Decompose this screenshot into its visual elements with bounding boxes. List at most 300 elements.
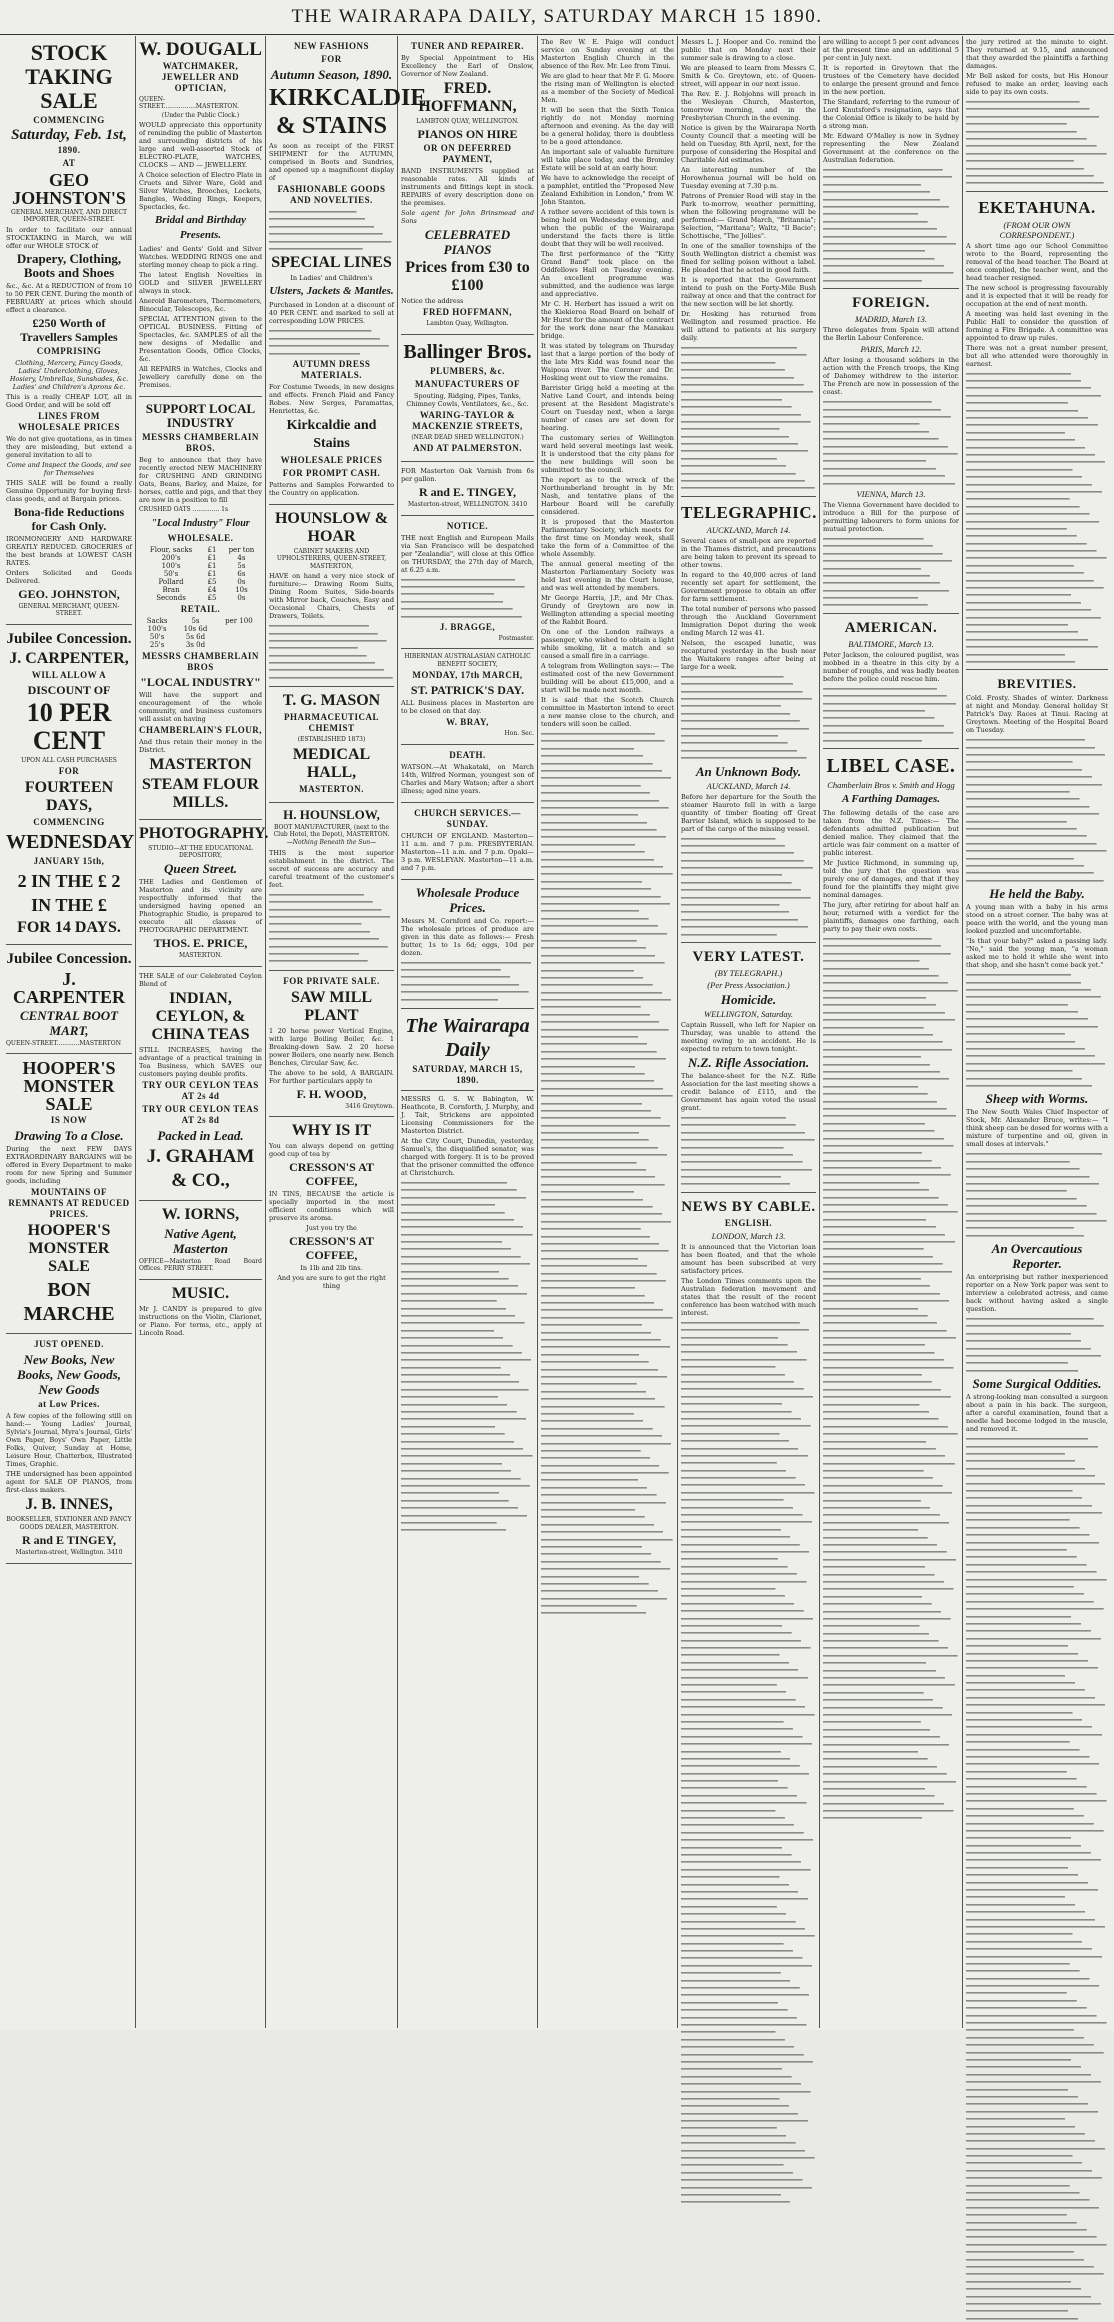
- ad-cresson: [269, 1117, 394, 1297]
- news-filler: [966, 370, 1108, 666]
- news-paragraph: The Rev. E. J. Robjohns will preach in the Wesleyan Church, Masterton, tomorrow morning, and in the Presbyterian Church in the evening.: [681, 90, 816, 122]
- news-filler: [823, 685, 959, 744]
- section-foreign: FOREIGN.: [852, 295, 930, 312]
- ad-johnston-stocktaking: [6, 36, 132, 625]
- news-paragraph: A telegram from Wellington says:— The estimated cost of the new Government building will be about £15,000, and a start will be made next month.: [541, 662, 674, 694]
- ad-packed: Packed in Lead.: [157, 1127, 244, 1143]
- price-row: [139, 594, 262, 602]
- ad-subheading: COMMENCING: [33, 115, 105, 125]
- ad-upon: UPON ALL CASH PURCHASES: [21, 756, 117, 764]
- price-row: [139, 554, 262, 562]
- ad-patterns: Patterns and Samples Forwarded to the Country on application.: [269, 480, 394, 497]
- section-rifle: N.Z. Rifle Association.: [687, 1054, 810, 1070]
- ad-h-hounslow-name: H. HOUNSLOW,: [283, 806, 380, 822]
- ad-drawing: Drawing To a Close.: [14, 1128, 124, 1144]
- ad-come: Come and Inspect the Goods, and see for Themselves: [6, 460, 132, 477]
- ad-private: FOR PRIVATE SALE.: [283, 975, 380, 986]
- ad-st-patricks: ST. PATRICK'S DAY.: [410, 683, 525, 698]
- divider: [823, 748, 959, 749]
- ad-optical: SPECIAL ATTENTION given to the OPTICAL BUSINESS. Fitting of Spectacles, &c. SAMPLES of all the new designs of Medallic and Presentation Goods, Office Clocks, &c.: [139, 315, 262, 364]
- ad-notice-body: THE next English and European Mails via San Francisco will be despatched per "Zealandia", will close at this Office on THURSDAY, the 27th day of March, at 6.25 a.m.: [401, 533, 534, 574]
- ad-for: FOR: [58, 766, 80, 777]
- ad-pharm: PHARMACEUTICAL CHEMIST: [283, 712, 379, 734]
- news-filler: [681, 673, 816, 762]
- price-cell: [216, 641, 262, 649]
- ad-mason-town: MASTERTON.: [299, 783, 364, 794]
- ad-latest: The latest English Novelties in GOLD and SILVER JEWELLERY always in stock.: [139, 271, 262, 296]
- divider: [823, 288, 959, 289]
- ad-for: FOR: [321, 54, 342, 64]
- news-paragraph: An interesting number of the Horowhenua journal will be held on Tuesday evening at 7.30 p.m.: [681, 166, 816, 190]
- section-held-baby: He held the Baby.: [989, 886, 1085, 902]
- news-paragraph: The New South Wales Chief Inspector of Stock, Mr. Alexander Bruce, writes:— "I think sheep can be dosed for worms with a mixture of turpentine and oil, given in small doses at intervals.": [966, 1108, 1108, 1149]
- editorial-1: MESSRS G. S. W. Babington, W. Heathcote, B. Cornforth, J. Murphy, and J. Tait, Strickens are appointed Licensing Commissioners for the Masterton District.: [401, 1094, 534, 1135]
- ad-mfr-items: Spouting, Ridging, Pipes, Tanks, Chimney Cowls, Ventilators, &c., &c.: [406, 391, 529, 408]
- price-cell: 50's: [149, 632, 165, 641]
- ad-ulsters: Ulsters, Jackets & Mantles.: [269, 285, 394, 298]
- ad-sole: Sole agent for John Brinsmead and Sons: [401, 209, 534, 226]
- ad-notice: Notice the address: [401, 297, 464, 306]
- ad-plumbers: PLUMBERS, &c.: [430, 365, 505, 376]
- ad-commencing: COMMENCING: [33, 817, 105, 828]
- ad-graham: J. GRAHAM & CO.,: [146, 1145, 255, 1191]
- section-sheep: Sheep with Worms.: [985, 1091, 1089, 1107]
- ad-mountains: MOUNTAINS OF REMNANTS AT REDUCED PRICES.: [8, 1187, 130, 1220]
- ad-note: We do not give quotations, as in times they are misleading, but extend a general invitation to all to: [6, 434, 132, 459]
- ad-ladies: Ladies' and Gents' Gold and Silver Watches. WEDDING RINGS one and sterling money cheap to pick a ring.: [139, 245, 262, 270]
- ad-ulsters-body: Purchased in London at a discount of 40 PER CENT. and marked to sell at corresponding LOW PRICES.: [269, 301, 394, 326]
- price-cell: 200's: [161, 553, 181, 562]
- ad-why: WHY IS IT: [291, 1122, 372, 1140]
- news-filler: [966, 1150, 1108, 1239]
- column-6: [678, 36, 820, 2028]
- news-filler: [966, 98, 1108, 187]
- news-paragraph: The customary series of Wellington ward held several meetings last week. It is understood that the city plans for the new buildings will soon be submitted to the council.: [541, 434, 674, 474]
- ad-medical: MEDICAL HALL,: [292, 745, 371, 781]
- news-paragraph: The first performance of the "Kitty Grand Band" took place on the Oddfellows Hall on Tuesday evening. An excellent programme was submitted, and the audience was large and appreciative.: [541, 250, 674, 298]
- ad-cresson-name: CRESSON'S AT COFFEE,: [289, 1160, 374, 1189]
- ad-studio: STUDIO—AT THE EDUCATIONAL DEPOSITORY,: [148, 844, 253, 860]
- ad-chamberlain-name: MESSRS CHAMBERLAIN BROS.: [142, 432, 259, 454]
- ad-hounslow-hoar: [269, 505, 394, 687]
- section-news-by-cable: NEWS BY CABLE.: [681, 1198, 816, 1215]
- ad-tea-price-1: TRY OUR CEYLON TEAS AT 2s 4d: [142, 1079, 259, 1101]
- news-paragraph: It is proposed that the Masterton Parliamentary Society, which meets for the first time on Monday week, shall take the form of a Committee of the whole Assembly.: [541, 518, 674, 558]
- ad-and-at: AND AT PALMERSTON.: [412, 443, 523, 454]
- sub-english: ENGLISH.: [724, 1217, 773, 1228]
- news-paragraph: Captain Russell, who left for Napier on Thursday, was unable to attend the meeting owing to an accident. He is expected to return to town tonight.: [681, 1020, 816, 1053]
- ad-body-2: &c., &c. At a REDUCTION of from 10 to 50 PER CENT. During the month of FEBRUARY at prices which should effect a clearance.: [6, 281, 132, 314]
- ad-queen: QUEEN-STREET............MASTERTON: [6, 1040, 121, 1048]
- news-filler: [823, 535, 959, 609]
- news-paragraph: The following details of the case are taken from the N.Z. Times:— The defendants admitted publication but denied malice. They claimed that the article was fair comment on a matter of public interest.: [823, 808, 959, 857]
- ad-tea-body: STILL INCREASES, having the advantage of a practical training in Tea Business, which SAVES our customers paying double profits.: [139, 1045, 262, 1078]
- ad-boot: BOOT MANUFACTURER, (next to the Club Hotel, the Depot), MASTERTON.: [273, 823, 390, 839]
- ad-fourteen: FOURTEEN DAYS,: [24, 779, 114, 815]
- ad-under: (Under the Public Clock.): [161, 111, 240, 119]
- ad-obtained: And thus retain their money in the District.: [139, 737, 262, 754]
- ad-bray: W. BRAY,: [446, 717, 489, 728]
- ad-book-list: A few copies of the following still on hand:— Young Ladies' Journal, Sylvia's Journal, Myra's Journal, Girls' Own Paper, Boys' Own Paper, Little Folks, Quiver, Sunday at Home, Leisure Hour, Chatterbox, Illustrated Times, Graphic.: [6, 1412, 132, 1469]
- news-filler: [966, 971, 1108, 1089]
- section-homicide: Homicide.: [720, 991, 777, 1007]
- ad-filler-5: [401, 576, 534, 620]
- ad-kirk-2: Kirkcaldie and Stains: [286, 417, 377, 451]
- news-paragraph: It is announced that the Victorian loan has been floated, and that the whole amount has been subscribed at very satisfactory prices.: [681, 1242, 816, 1275]
- ad-innes-sub: BOOKSELLER, STATIONER AND FANCY GOODS DEALER, MASTERTON.: [6, 1516, 132, 1531]
- masthead-title: THE WAIRARAPA DAILY, SATURDAY MARCH 15 1890.: [291, 6, 823, 27]
- ad-nothing: —Nothing Beneath the Sun—: [286, 839, 377, 847]
- ad-price-sub: MASTERTON.: [178, 952, 223, 960]
- news-filler: [823, 398, 959, 487]
- price-cell: Pollard: [158, 577, 184, 586]
- death-body: WATSON.—At Whakataki, on March 14th, Wilfred Norman, youngest son of Charles and Mary Watson; after a short illness; aged nine years.: [401, 762, 534, 795]
- news-paragraph: The London Times comments upon the Australian federation movement and states that the result of the recent conference has been watched with much interest.: [681, 1276, 816, 1317]
- ad-tuner: TUNER AND REPAIRER.: [410, 41, 525, 51]
- ad-steam: STEAM FLOUR MILLS.: [142, 775, 259, 811]
- wholesale-body: Messrs M. Cornford and Co. report:— The wholesale prices of produce are given in this date as follows:— Fresh butter, 1s to 1s 6d; eggs, 10d per dozen.: [401, 916, 534, 957]
- ad-saw-mill: [269, 971, 394, 1117]
- price-cell: 5s 6d: [185, 632, 206, 641]
- price-cell: £5: [207, 593, 217, 602]
- news-paragraph: The jury, after retiring for about half an hour, returned with a verdict for the plaintiffs, damages one farthing, each party to pay their own costs.: [823, 900, 959, 933]
- section-libel-case: LIBEL CASE.: [826, 754, 956, 777]
- ad-cresson-price: In 1lb and 2lb tins.: [300, 1264, 363, 1273]
- news-paragraph: are willing to accept 5 per cent advances at the present time and an additional 5 per cent in July next.: [823, 38, 959, 62]
- news-filler: [966, 1435, 1108, 2322]
- ad-retail: RETAIL.: [180, 603, 221, 614]
- divider: [681, 942, 816, 943]
- price-cell: £4: [207, 585, 217, 594]
- news-paragraph: Dr. Hosking has returned from Wellington and resumed practice. He will attend to patients at his surgery daily.: [681, 310, 816, 342]
- ad-native: Native Agent, Masterton: [164, 1225, 237, 1256]
- ad-monday: MONDAY, 17th MARCH,: [412, 670, 523, 681]
- ad-carpenter-jubilee: [6, 625, 135, 945]
- ad-drapery: Drapery, Clothing, Boots and Shoes: [16, 250, 122, 280]
- ad-watchmaker: WATCHMAKER, JEWELLER AND OPTICIAN,: [161, 61, 240, 93]
- ad-death: [401, 745, 534, 803]
- masthead: [0, 0, 1114, 35]
- ad-kirkcaldie-name: KIRKCALDIE & STAINS: [269, 85, 427, 139]
- column-5: [538, 36, 678, 2028]
- ad-wood: F. H. WOOD,: [296, 1086, 367, 1101]
- news-paragraph: Notice is given by the Wairarapa North County Council that a meeting will be held on Tuesday, 8th April, next, for the purpose of considering the Hospital and Charitable Aid estimates.: [681, 124, 816, 164]
- ad-hoffmann: [401, 36, 534, 335]
- ad-innes-intro: THE undersigned has been appointed agent for SALE OF PIANOS, from first-class makers.: [6, 1470, 132, 1495]
- ad-items: Clothing, Mercery, Fancy Goods, Ladies' Underclothing, Gloves, Hosiery, Umbrellas, Sunshades, &c. Ladies' and Children's Aprons &c.: [9, 358, 129, 391]
- news-paragraph: Three delegates from Spain will attend the Berlin Labour Conference.: [823, 326, 959, 343]
- section-telegraphic: TELEGRAPHIC.: [681, 502, 817, 522]
- news-paragraph: In one of the smaller townships of the South Wellington district a chemist was fined for selling poison without a label. He pleaded that he acted in good faith.: [681, 242, 816, 274]
- retail-table: [139, 617, 262, 649]
- news-paragraph: An enterprising but rather inexperienced reporter on a New York paper was sent to interview a celebrated actress, and came back without having asked a single question.: [966, 1273, 1108, 1314]
- ad-filler-3: [269, 622, 394, 681]
- sub-press: (Per Press Association.): [707, 979, 790, 990]
- section-brevities: BREVITIES.: [997, 676, 1077, 692]
- news-paragraph: It will be seen that the Sixth Tonica rightly do not Monday morning afternoon and evening. As the day will be a general holiday, there is doubtless to be a good attendance.: [541, 106, 674, 146]
- news-paragraph: Messrs L. J. Hooper and Co. remind the public that on Monday next their summer sale is drawing to a close.: [681, 38, 816, 62]
- ad-hooper-title: HOOPER'S MONSTER SALE: [22, 1058, 116, 1115]
- news-paragraph: The Rev W. E. Paige will conduct service on Sunday evening at the Masterton English Church in the absence of the Rev. Mr. Lee from Tinui.: [541, 38, 674, 70]
- ad-repairs: All REPAIRS in Watches, Clocks and Jewellery carefully done on the Premises.: [139, 365, 262, 390]
- ad-during: During the next FEW DAYS EXTRAORDINARY BARGAINS will be offered in Every Department to make room for new Spring and Summer goods, including: [6, 1145, 132, 1186]
- ad-flour-note: Will have the support and encouragement of the whole community, and business customers will assist on having: [139, 690, 262, 723]
- section-unknown-body: An Unknown Body.: [695, 763, 802, 779]
- ad-music-body: Mr J. CANDY is prepared to give instructions on the Violin, Clarionet, or Piano. For terms, etc., apply at Lincoln Road.: [139, 1304, 262, 1337]
- ad-wholesale: WHOLESALE.: [167, 532, 234, 543]
- news-filler: [823, 935, 959, 1822]
- death-title: DEATH.: [449, 749, 486, 760]
- news-filler: [541, 730, 674, 1617]
- ad-tuner-body: By Special Appointment to His Excellency the Earl of Onslow, Governor of New Zealand.: [401, 54, 534, 78]
- price-cell: Bran: [162, 585, 180, 594]
- price-cell: £1: [207, 545, 217, 554]
- news-paragraph: The total number of persons who passed through the Auckland Government Immigration Depot during the week ending March 12 was 41.: [681, 604, 816, 637]
- ad-jan: JANUARY 15th,: [33, 856, 105, 867]
- ad-at: AT: [62, 158, 76, 168]
- ad-carpenter-boot: [6, 945, 132, 1054]
- columns: [3, 36, 1111, 2028]
- news-paragraph: It was stated by telegram on Thursday last that a large portion of the body of the late Mrs Kidd was found near the Waipoua river. The Coroner and Dr. Hosking went out to view the remains.: [541, 342, 674, 382]
- news-paragraph: A strong-looking man consulted a surgeon about a pain in his back. The surgeon, after a careful examination, found that a needle had become lodged in the muscle, and removed it.: [966, 1393, 1108, 1434]
- news-paragraph: The new school is progressing favourably and it is expected that it will be ready for occupation at the end of next month.: [966, 283, 1108, 308]
- ad-tingey: R and E TINGEY,: [21, 1533, 117, 1548]
- dateline: BALTIMORE, March 13.: [848, 638, 934, 649]
- divider: [823, 613, 959, 614]
- ad-bragge: J. BRAGGE,: [439, 621, 496, 632]
- ad-new-books: New Books, New Books, New Goods, New Goods: [16, 1352, 121, 1398]
- ad-two-in-pound: 2 IN THE £ 2 IN THE £: [17, 871, 121, 916]
- ad-lambton-2: Lambton Quay, Wellington.: [426, 320, 509, 328]
- ad-iorns-name: W. IORNS,: [161, 1205, 240, 1223]
- price-cell: 6s: [237, 569, 246, 578]
- news-paragraph: Nelson, the escaped lunatic, was recaptured yesterday in the bush near the Waitakere ranges after being at large for a week.: [681, 638, 816, 671]
- column-4: [398, 36, 538, 2028]
- ad-celebrated: CELEBRATED PIANOS: [424, 227, 511, 258]
- ad-filler-2: [269, 327, 394, 357]
- ad-kirk-body: As soon as receipt of the FIRST SHIPMENT for the AUTUMN, comprised in Boots and Sundries, and opened up a magnificent display of: [269, 142, 394, 182]
- price-cell: [216, 633, 262, 641]
- price-cell: 10s 6d: [183, 624, 208, 633]
- price-cell: Flour, sacks: [149, 545, 193, 554]
- ad-orders: Orders Solicited and Goods Delivered.: [6, 568, 132, 585]
- ad-hooper: [6, 1054, 132, 1334]
- ad-innes-name: J. B. INNES,: [25, 1496, 113, 1514]
- news-paragraph: We are glad to hear that Mr F. G. Moore the rising man of Wellington is elected as a member of the Society of Medical Men.: [541, 72, 674, 104]
- editorial-2: At the City Court, Dunedin, yesterday, Samuel's, the disqualified senator, was charged with forgery. It is to be proved that the prisoner committed the offence at Christchurch.: [401, 1136, 534, 1177]
- ad-cresson-body: IN TINS, BECAUSE the article is specially imported in the most efficient conditions which will preserve its aroma.: [269, 1190, 394, 1223]
- ad-wholesale: LINES FROM WHOLESALE PRICES: [18, 410, 120, 432]
- ad-fashionable: FASHIONABLE GOODS AND NOVELTIES.: [277, 184, 386, 205]
- ad-store: GEO JOHNSTON'S: [12, 170, 126, 208]
- price-row: [139, 586, 262, 594]
- ad-chamberlain-2: MESSRS CHAMBERLAIN BROS: [142, 650, 259, 672]
- price-cell: 25's: [149, 640, 165, 649]
- ad-pianos: PIANOS ON HIRE: [417, 127, 518, 142]
- ad-ladies: In Ladies' and Children's: [290, 274, 373, 283]
- ad-samples: £250 Worth of Travellers Samples: [20, 315, 118, 344]
- news-paragraph: Barrister Grigg held a meeting at the Native Land Court, and intends being present at the Resident Magistrate's Court on Tuesday next, when a large number of cases are set down for hearing.: [541, 384, 674, 432]
- ad-support: SUPPORT LOCAL INDUSTRY: [145, 401, 256, 431]
- sub-libel: Chamberlain Bros v. Smith and Hogg: [827, 779, 955, 790]
- news-paragraph: Mr. Edward O'Malley is now in Sydney representing the New Zealand Government at the conference on the Australian federation.: [823, 132, 959, 164]
- news-filler: [966, 736, 1108, 884]
- sub-by-telegraph: (BY TELEGRAPH.): [714, 967, 783, 978]
- ad-store-sub: GENERAL MERCHANT, AND DIRECT IMPORTER, QUEEN-STREET.: [11, 209, 127, 224]
- ad-genuine: THIS SALE will be found a really Genuine Opportunity for buying first-class goods, and at Bargain prices.: [6, 478, 132, 503]
- ad-music-title: MUSIC.: [171, 1284, 230, 1302]
- ad-iorns: [139, 1201, 262, 1280]
- news-paragraph: It is said that the Scotch Church committee in Masterton intend to erect a new manse close to the church, and tenders will soon be called.: [541, 696, 674, 728]
- ad-bona: Bona-fide Reductions for Cash Only.: [13, 504, 125, 533]
- ad-hoffmann-name: FRED. HOFFMANN,: [418, 80, 517, 115]
- ad-h-hounslow: [269, 803, 394, 971]
- ad-refuse: FOR Masterton Oak Varnish from 6s per gallon.: [401, 467, 534, 484]
- ad-kirkcaldie: [269, 36, 427, 505]
- news-paragraph: The Vienna Government have decided to introduce a Bill for the purpose of permitting labourers to form unions for mutual protection.: [823, 500, 959, 533]
- ad-fred-2: FRED HOFFMANN,: [423, 307, 512, 318]
- ad-just-opened: JUST OPENED.: [34, 1339, 104, 1350]
- ad-crushed: CRUSHED OATS .............. 1s: [139, 506, 229, 514]
- ad-just: Just you try the: [306, 1224, 357, 1233]
- church-services: [401, 803, 534, 880]
- ad-waring: WARING-TAYLOR & MACKENZIE STREETS,: [412, 409, 523, 431]
- price-cell: per 100: [225, 616, 253, 625]
- ad-autumn: Autumn Season, 1890.: [270, 67, 393, 82]
- column-7: [820, 36, 963, 2028]
- column-2: [136, 36, 269, 2028]
- ad-carpenter: J. CARPENTER,: [9, 649, 129, 667]
- price-cell: 0s: [237, 577, 246, 586]
- ad-cabinet-body: HAVE on hand a very nice stock of furniture:— Drawing Room Suits, Dining Room Suites, Side-boards with Mirror back, Couches, Easy and Occasional Chairs, Chests of Drawers, Toilets.: [269, 572, 394, 621]
- divider: [401, 1090, 534, 1091]
- divider: [681, 496, 816, 497]
- ad-central: CENTRAL BOOT MART,: [19, 1008, 119, 1039]
- news-paragraph: In regard to the 40,000 acres of land recently set apart for settlement, the Government propose to obtain an offer for farm settlement.: [681, 570, 816, 603]
- ad-music: [139, 1280, 262, 1344]
- sub-farthing: A Farthing Damages.: [841, 792, 941, 805]
- news-paragraph: There was not a great number present, but all who attended were thoroughly in earnest.: [966, 343, 1108, 368]
- section-eketahuna: EKETAHUNA.: [978, 197, 1096, 217]
- news-paragraph: After losing a thousand soldiers in the action with the French troops, the King of Dahomey withdrew to the interior. The French are now in possession of the coast.: [823, 356, 959, 397]
- price-row: [139, 625, 262, 633]
- section-reporter: An Overcautious Reporter.: [991, 1241, 1083, 1272]
- dateline: PARIS, March 12.: [860, 344, 922, 355]
- wholesale-title: Wholesale Produce Prices.: [415, 884, 520, 915]
- news-paragraph: Cold. Frosty. Shades of winter. Darkness at night and Monday. General holiday St Patrick's Day. Races at Tinui. Racing at Greytown. Meeting of the Hospital Board on Tuesday.: [966, 694, 1108, 735]
- news-filler: [681, 344, 816, 492]
- ad-queen-2: Queen Street.: [164, 861, 237, 877]
- ad-band: BAND INSTRUMENTS supplied at reasonable rates. All kinds of instruments and fittings kept in stock. REPAIRS of every description done on the premises.: [401, 167, 534, 208]
- news-paragraph: The balance-sheet for the N.Z. Rifle Association for the last meeting shows a credit balance of £115, and the Government has again voted the usual grant.: [681, 1071, 816, 1112]
- ad-cresson-name-2: CRESSON'S AT COFFEE,: [289, 1234, 374, 1263]
- news-paragraph: We have to acknowledge the receipt of a pamphlet, entitled the "Proposed New Zealand Exhibition in London," from W. John Stanton.: [541, 174, 674, 206]
- price-cell: 10s: [235, 585, 248, 594]
- ad-filler-6: [401, 959, 534, 1003]
- news-paragraph: On one of the London railways a passenger, who wished to obtain a light while smoking, lit a match and so caused a small fire in a carriage.: [541, 628, 674, 660]
- ad-heading: STOCK TAKING SALE: [25, 40, 113, 113]
- news-filler: [681, 1114, 816, 1188]
- ad-manufacturers: MANUFACTURERS OF: [414, 378, 521, 389]
- ad-dougall: [139, 36, 262, 397]
- price-cell: 0s: [237, 593, 246, 602]
- price-cell: 4s: [237, 553, 246, 562]
- price-row: [139, 578, 262, 586]
- price-cell: 5s: [237, 561, 246, 570]
- ad-tea-price-2: TRY OUR CEYLON TEAS AT 2s 8d: [142, 1103, 259, 1125]
- paper-name: The Wairarapa Daily: [405, 1014, 530, 1061]
- price-row: [139, 617, 262, 625]
- ad-iorns-sub: OFFICE—Masterton Road Board Offices. PERRY STREET.: [139, 1257, 262, 1273]
- news-filler: [823, 166, 959, 284]
- news-filler: [681, 835, 816, 938]
- ad-tingey-sub: Masterton-street, Wellington. 3410: [15, 1549, 123, 1557]
- news-paragraph: Several cases of small-pox are reported in the Thames district, and precautions are being taken to prevent its spread to other towns.: [681, 536, 816, 569]
- news-paragraph: "Is that your baby?" asked a passing lady. "No," said the young man, "a woman asked me to hold it while she went into that shop, and she hasn't come back yet.": [966, 937, 1108, 970]
- divider: [966, 669, 1108, 670]
- ad-new-fashions: NEW FASHIONS: [294, 41, 369, 51]
- section-surgical: Some Surgical Oddities.: [972, 1376, 1102, 1392]
- ad-wholesale: WHOLESALE PRICES: [280, 454, 383, 465]
- price-cell: 100's: [161, 561, 181, 570]
- ad-lines: This is a really CHEAP LOT, all in Good Order, and will be sold off: [6, 392, 132, 409]
- ad-tingey: [401, 462, 534, 515]
- ad-prices-from: Prices from £30 to £100: [405, 259, 530, 295]
- ad-mason-name: T. G. MASON: [282, 692, 381, 710]
- ad-why-body: You can always depend on getting good cup of tea by: [269, 1142, 394, 1159]
- editorial: [401, 1009, 534, 1537]
- ad-hibernian: [401, 649, 534, 744]
- ad-cheap: The above to be sold, A BARGAIN. For further particulars apply to: [269, 1068, 394, 1085]
- price-cell: £5: [207, 577, 217, 586]
- ad-or: OR ON DEFERRED PAYMENT,: [423, 143, 512, 165]
- price-cell: Seconds: [156, 593, 186, 602]
- price-table: [139, 546, 262, 602]
- ad-flour-name: CHAMBERLAIN'S FLOUR,: [139, 724, 263, 735]
- ad-ballinger: [401, 335, 534, 462]
- news-paragraph: We are pleased to learn from Messrs C. Smith & Co. Greytown, etc. of Queen-street, will appear in our next issue.: [681, 64, 816, 88]
- ad-queen: QUEEN-STREET.................MASTERTON.: [139, 96, 240, 111]
- price-cell: 5s: [191, 616, 200, 625]
- ad-mill: Beg to announce that they have recently erected NEW MACHINERY for CRUSHING AND GRINDING Oats, Beans, Barley, and Maize, for horses, cattle and pigs, and that they are now in a position to fill: [139, 456, 262, 505]
- dateline: LONDON, March 13.: [711, 1230, 786, 1241]
- editorial-filler: [401, 1179, 534, 1534]
- ad-cabinet: CABINET MAKERS AND UPHOLSTERERS, QUEEN-STREET, MASTERTON,: [276, 547, 387, 570]
- dateline: AUCKLAND, March 14.: [706, 524, 791, 535]
- news-paragraph: A rather severe accident of this town is being held on Wednesday evening, and when the public of the Wairarapa understand the facts there is little doubt that they will be well received.: [541, 208, 674, 248]
- section-very-latest: VERY LATEST.: [692, 948, 805, 965]
- price-row: [139, 570, 262, 578]
- ad-tingey-sub: Masterton-street, WELLINGTON. 3410: [407, 501, 528, 509]
- ad-fourteen-days: FOR 14 DAYS.: [17, 919, 121, 937]
- ad-photo: PHOTOGRAPHY.: [139, 824, 269, 842]
- news-paragraph: A short time ago our School Committee wrote to the Board, representing the removal of the head teacher. The Board at once complied, the teacher went, and the head teacher resigned.: [966, 241, 1108, 282]
- ad-innes: [6, 1334, 132, 1563]
- price-cell: Sacks: [146, 616, 168, 625]
- ad-will-allow: WILL ALLOW A: [31, 669, 107, 680]
- ad-date: Saturday, Feb. 1st,: [11, 127, 127, 143]
- ad-masterton: MASTERTON: [149, 755, 252, 773]
- ad-hibernian-name: HIBERNIAN AUSTRALASIAN CATHOLIC BENEFIT SOCIETY,: [404, 653, 531, 668]
- price-cell: £1: [207, 561, 217, 570]
- ad-filler: [269, 208, 394, 252]
- paper-date: SATURDAY, MARCH 15, 1890.: [412, 1063, 523, 1085]
- ad-price: THOS. E. PRICE,: [153, 936, 248, 951]
- ad-hounslow: HOUNSLOW & HOAR: [274, 509, 389, 545]
- ad-choice: A Choice selection of Electro Plate in Cruets and Silver Ware, Gold and Silver Watches, Brooches, Lockets, Bangles, Wedding Rings, Keepers, Spectacles, &c.: [139, 171, 262, 212]
- ad-autumn-dress: AUTUMN DRESS MATERIALS.: [292, 358, 371, 380]
- ad-photography: [139, 820, 269, 967]
